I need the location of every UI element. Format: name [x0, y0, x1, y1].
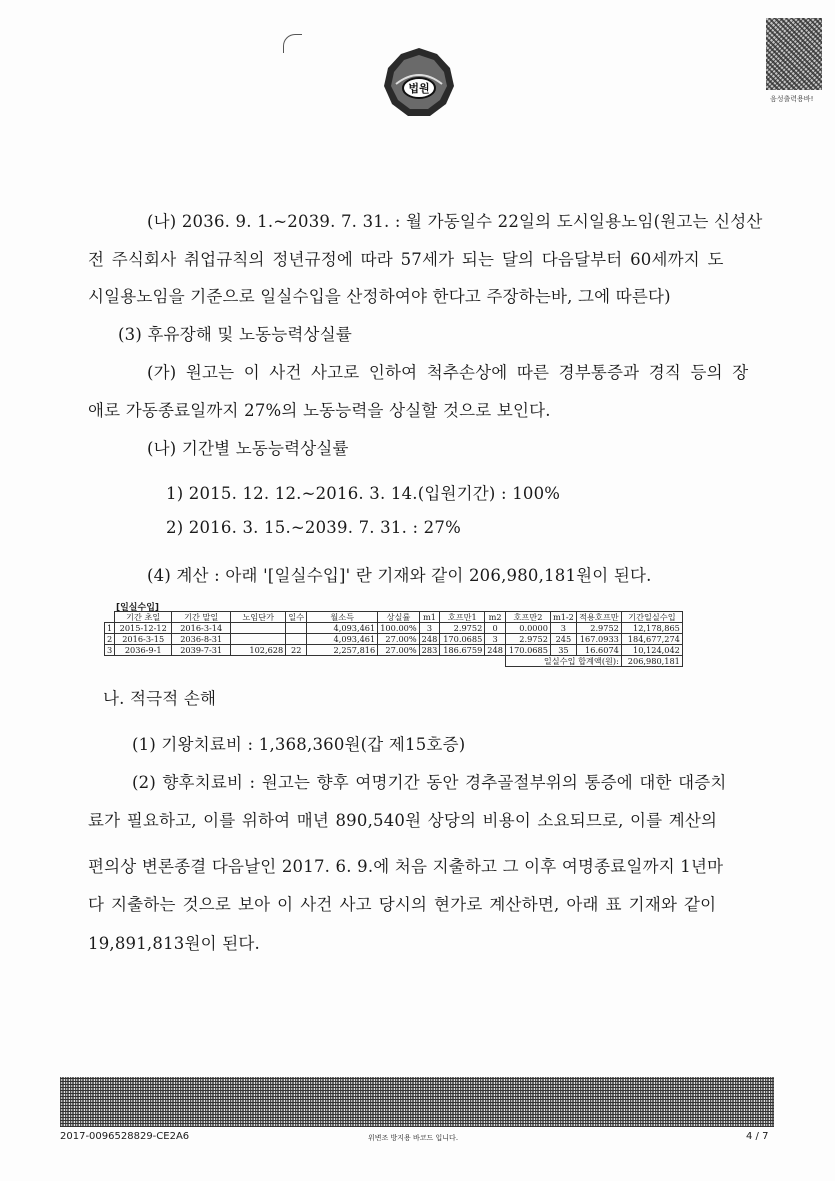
cell: 2036-9-1 [115, 645, 172, 656]
total-label: 일실수입 합계액(원): [505, 656, 621, 667]
anti-forgery-barcode-icon [60, 1077, 774, 1127]
cell: 2016-3-15 [115, 634, 172, 645]
para-1-line-2: 전 주식회사 취업규칙의 정년규정에 따라 57세가 되는 달의 다음달부터 60세까지 도 [88, 250, 724, 269]
period-2: 2) 2016. 3. 15.~2039. 7. 31. : 27% [166, 518, 461, 537]
past-medical-expenses: (1) 기왕치료비 : 1,368,360원(갑 제15호증) [132, 735, 466, 754]
qr-code-icon [766, 18, 822, 90]
cell: 2.9752 [576, 623, 621, 634]
cell: 167.0933 [576, 634, 621, 645]
cell: 4,093,461 [307, 634, 378, 645]
cell: 186.6759 [440, 645, 485, 656]
cell: 3 [485, 634, 506, 645]
emblem-text: 법원 [408, 82, 430, 95]
cell: 27.00% [378, 634, 419, 645]
cell: 283 [419, 645, 440, 656]
cell: 2,257,816 [307, 645, 378, 656]
cell: 16.6074 [576, 645, 621, 656]
cell: 0.0000 [505, 623, 550, 634]
table-title: [일실수입] [116, 603, 160, 613]
heading-disability: (3) 후유장해 및 노동능력상실률 [118, 325, 352, 344]
col-header: 노임단가 [231, 612, 286, 623]
page-number: 4 / 7 [746, 1131, 769, 1142]
col-header: m1-2 [550, 612, 576, 623]
col-header: 적용호프만 [576, 612, 621, 623]
document-id: 2017-0096528829-CE2A6 [60, 1131, 190, 1142]
cell: 2015-12-12 [115, 623, 172, 634]
qr-label: 음성출력용바! [770, 95, 814, 103]
future-medical-line-2: 료가 필요하고, 이를 위하여 매년 890,540원 상당의 비용이 소요되므로, 이를 계산의 [88, 811, 718, 830]
heading-period-loss: (나) 기간별 노동능력상실률 [147, 439, 349, 458]
cell: 2.9752 [440, 623, 485, 634]
table-row [105, 634, 683, 645]
cell: 2039-7-31 [172, 645, 231, 656]
para-1-line-1: (나) 2036. 9. 1.~2039. 7. 31. : 월 가동일수 22일의 도시일용노임(원고는 신성산 [147, 212, 763, 231]
col-header: 기간 초일 [115, 612, 172, 623]
cell: 4,093,461 [307, 623, 378, 634]
cell: 184,677,274 [621, 634, 682, 645]
section-heading-active-damages: 나. 적극적 손해 [103, 689, 217, 708]
col-header: 일수 [286, 612, 307, 623]
cell: 245 [550, 634, 576, 645]
lost-income-table [104, 611, 683, 667]
cell: 2036-8-31 [172, 634, 231, 645]
table-total-row [105, 656, 683, 667]
cell: 2016-3-14 [172, 623, 231, 634]
future-medical-line-1: (2) 향후치료비 : 원고는 향후 여명기간 동안 경추골절부위의 통증에 대한 대증치 [132, 773, 727, 792]
cell: 2.9752 [505, 634, 550, 645]
total-value: 206,980,181 [621, 656, 682, 667]
cell: 3 [550, 623, 576, 634]
corner-mark [283, 34, 302, 53]
col-header: 상실률 [378, 612, 419, 623]
cell: 22 [286, 645, 307, 656]
col-header: 호프만1 [440, 612, 485, 623]
table-header-row [105, 612, 683, 623]
cell: 3 [105, 645, 115, 656]
cell: 27.00% [378, 645, 419, 656]
cell: 3 [419, 623, 440, 634]
cell: 248 [419, 634, 440, 645]
cell [286, 634, 307, 645]
period-1: 1) 2015. 12. 12.~2016. 3. 14.(입원기간) : 100% [166, 484, 561, 503]
cell: 12,178,865 [621, 623, 682, 634]
cell: 248 [485, 645, 506, 656]
col-header: 기간일실수입 [621, 612, 682, 623]
cell: 1 [105, 623, 115, 634]
cell [231, 623, 286, 634]
table-row [105, 623, 683, 634]
cell: 2 [105, 634, 115, 645]
para-1-line-3: 시일용노임을 기준으로 일실수입을 산정하여야 한다고 주장하는바, 그에 따른다) [88, 287, 671, 306]
col-header: 호프만2 [505, 612, 550, 623]
future-medical-line-5: 19,891,813원이 된다. [88, 934, 260, 953]
calc-line: (4) 계산 : 아래 '[일실수입]' 란 기재와 같이 206,980,181원이 된다. [147, 566, 652, 585]
col-header: 기간 말일 [172, 612, 231, 623]
col-header: m1 [419, 612, 440, 623]
cell: 35 [550, 645, 576, 656]
cell: 10,124,042 [621, 645, 682, 656]
col-header: m2 [485, 612, 506, 623]
cell: 0 [485, 623, 506, 634]
cell: 100.00% [378, 623, 419, 634]
table-row [105, 645, 683, 656]
cell: 170.0685 [505, 645, 550, 656]
court-emblem-icon [382, 46, 456, 120]
cell: 102,628 [231, 645, 286, 656]
cell: 170.0685 [440, 634, 485, 645]
para-disability-line-1: (가) 원고는 이 사건 사고로 인하여 척추손상에 따른 경부통증과 경직 등의 장 [147, 363, 749, 382]
cell [286, 623, 307, 634]
col-header: 월소득 [307, 612, 378, 623]
barcode-note: 위변조 방지용 바코드 입니다. [368, 1134, 459, 1142]
future-medical-line-4: 다 지출하는 것으로 보아 이 사건 사고 당시의 현가로 계산하면, 아래 표 기재와 같이 [88, 895, 717, 914]
future-medical-line-3: 편의상 변론종결 다음날인 2017. 6. 9.에 처음 지출하고 그 이후 여명종료일까지 1년마 [88, 857, 724, 876]
cell [231, 634, 286, 645]
para-disability-line-2: 애로 가동종료일까지 27%의 노동능력을 상실할 것으로 보인다. [88, 401, 551, 420]
